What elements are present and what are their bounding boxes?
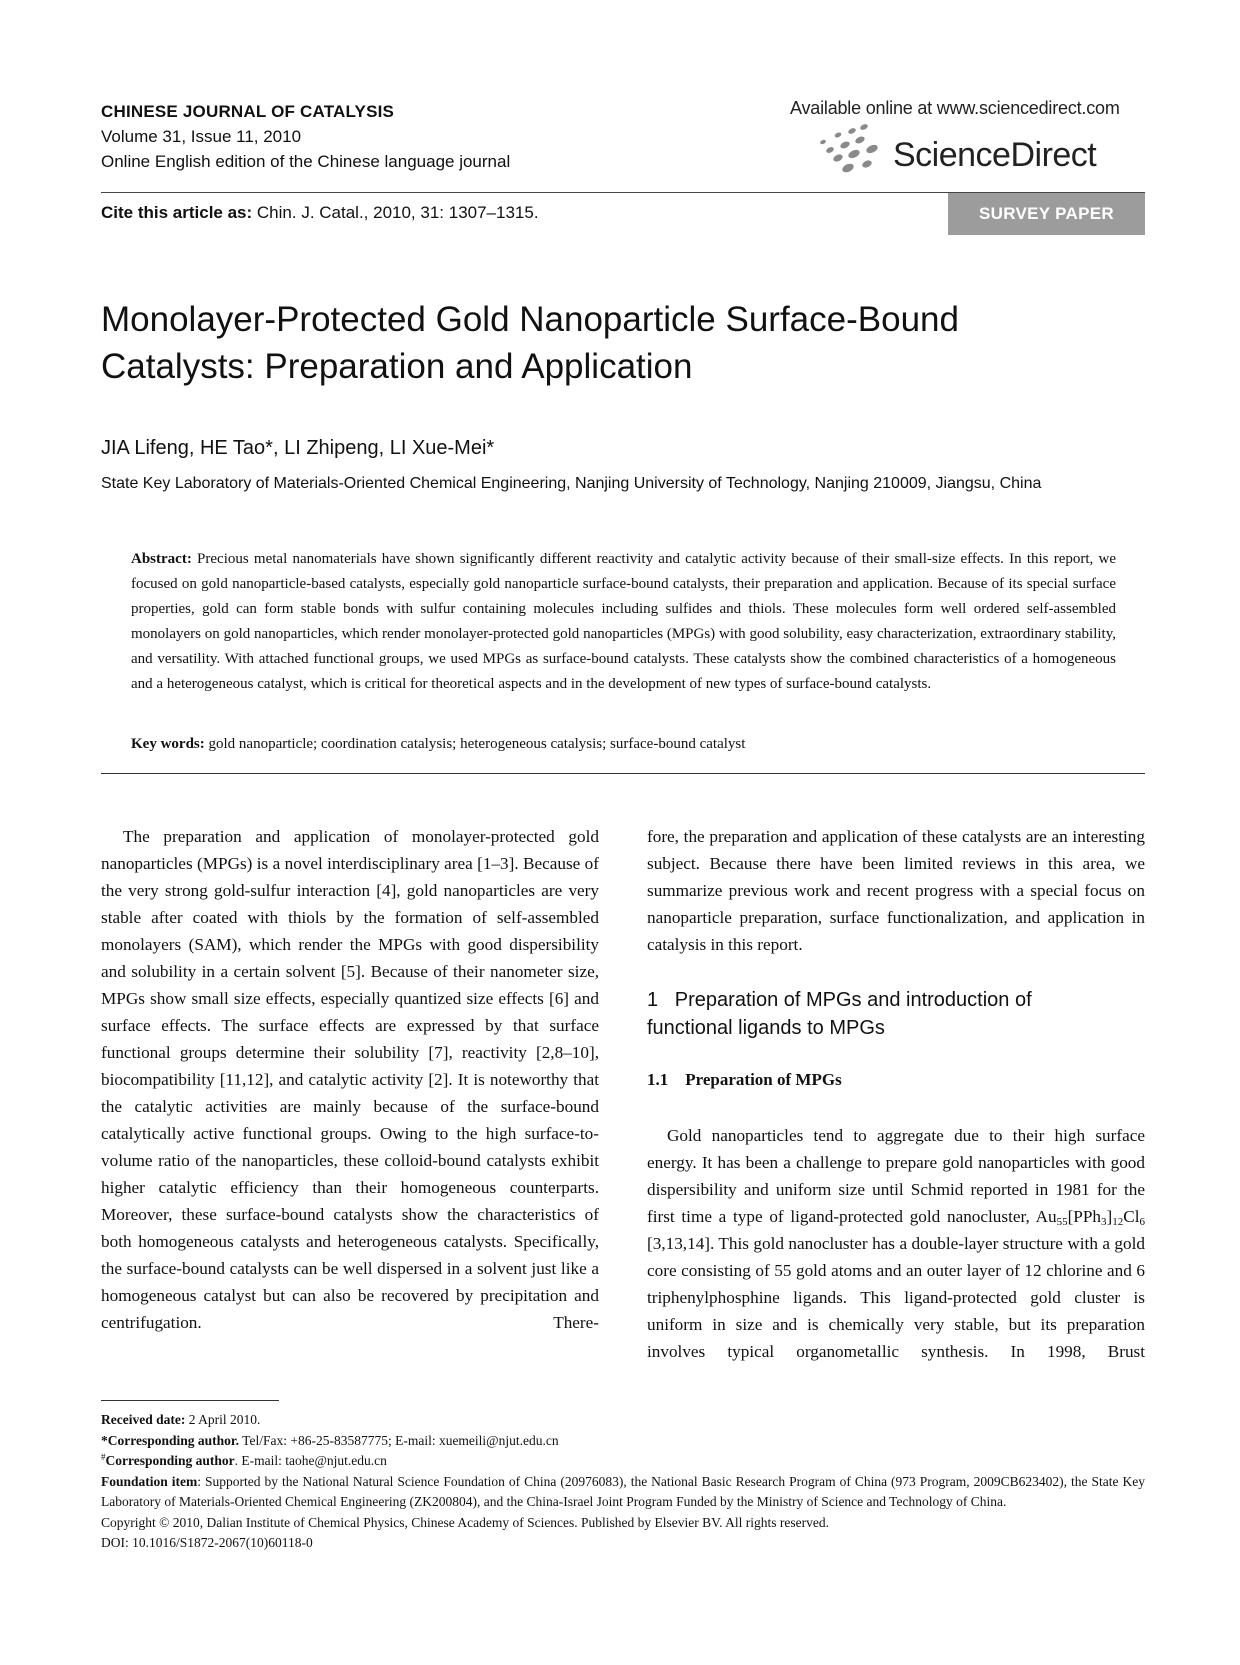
foundation-value: : Supported by the National Natural Science Foundation of China (20976083), the National Basic Research Program of China (973 Program, 2009CB623402), the State Key Laboratory of Materials-Oriented Chemical Engineering (ZK200804), and the China-Israel Joint Program Funded by the Ministry of Science and Technology of China. [101,1473,1145,1509]
article-title-line-1: Monolayer-Protected Gold Nanoparticle Surface-Bound [101,300,959,339]
sciencedirect-logo-text: ScienceDirect [893,136,1097,174]
intro-paragraph-continued: fore, the preparation and application of these catalysts are an interesting subject. Because there have been limited reviews in this area, we summarize previous work and recent progress with a special focus on nanoparticle preparation, surface functionalization, and application in catalysis in this report. [647,827,1145,954]
corresponding-author-2 [101,1451,1145,1472]
affiliation: State Key Laboratory of Materials-Oriented Chemical Engineering, Nanjing University of Technology, Nanjing 210009, Jiangsu, China [101,475,1042,492]
author-list: JIA Lifeng, HE Tao*, LI Zhipeng, LI Xue-Mei* [101,437,495,459]
keywords [131,736,1116,753]
corresponding-author-1-value: Tel/Fax: +86-25-83587775; E-mail: xuemeili@njut.edu.cn [239,1432,559,1448]
copyright-notice: Copyright © 2010, Dalian Institute of Chemical Physics, Chinese Academy of Sciences. Published by Elsevier BV. All rights reserved. [101,1514,830,1530]
corresponding-author-2-value: . E-mail: taohe@njut.edu.cn [234,1453,387,1468]
keywords-text: gold nanoparticle; coordination catalysis; heterogeneous catalysis; surface-bound catalyst [208,736,746,752]
formula-subscript: 6 [1139,1216,1145,1228]
corresponding-author-2-label: Corresponding author [105,1453,235,1468]
formula-part: [PPh [1067,1207,1102,1226]
corresponding-author-1-label: *Corresponding author. [101,1432,240,1448]
section-1-1-text-part1: Gold nanoparticles tend to aggregate due to their high surface energy. It has been a challenge to prepare gold nanoparticles with good dispersibility and uniform size until Schmid reported in 1981 for the first time a type of ligand-protected gold nanocluster, Au [647,1126,1145,1226]
hash-mark: # [101,1452,106,1462]
section-1-heading [647,986,1145,1042]
journal-name: CHINESE JOURNAL OF CATALYSIS [101,102,395,121]
formula-part: Cl [1123,1207,1140,1226]
section-1-1-paragraph [647,1122,1145,1365]
footnote-divider [101,1400,279,1401]
abstract [131,547,1116,697]
footnotes [101,1410,1145,1554]
foundation-item [101,1472,1145,1513]
intro-paragraph: The preparation and application of monolayer-protected gold nanoparticles (MPGs) is a novel interdisciplinary area [1–3]. Because of the very strong gold-sulfur interaction [4], gold nanoparticles are very stable after coated with thiols by the formation of self-assembled monolayers (SAM), which render the MPGs with good dispersibility and solubility in a certain solvent [5]. Because of their nanometer size, MPGs show small size effects, especially quantized size effects [6] and surface effects. The surface effects are expressed by that surface functional groups determine their solubility [7], reactivity [2,8–10], biocompatibility [11,12], and catalytic activity [2]. It is noteworthy that the catalytic activities are mainly because of the surface-bound catalytically active functional groups. Owing to the high surface-to-volume ratio of the nanoparticles, these colloid-bound catalysts exhibit higher catalytic efficiency than their homogeneous counterparts. Moreover, these surface-bound catalysts show the characteristics of both homogeneous catalysts and heterogeneous catalysts. Specifically, the surface-bound catalysts can be well dispersed in a solvent just like a homogeneous catalyst but can also be recovered by precipitation and centrifugation. There- [101,827,599,1332]
keywords-label: Key words: [131,736,205,752]
formula-part: ] [1106,1207,1113,1226]
section-1-heading-line-2: functional ligands to MPGs [647,1017,885,1039]
corresponding-author-1 [101,1431,1145,1452]
section-1-1-text-part2: [3,13,14]. This gold nanocluster has a double-layer structure with a gold core consisting of 55 gold atoms and an outer layer of 12 chlorine and 6 triphenylphosphine ligands. This ligand-protected gold cluster is uniform in size and is chemically very stable, but its preparation involves typical organometallic synthesis. In 1998, Brust [647,1234,1145,1361]
received-value: 2 April 2010. [185,1412,261,1427]
article-type-badge: SURVEY PAPER [948,193,1145,235]
foundation-label: Foundation item [101,1473,198,1489]
available-online-link[interactable]: Available online at www.sciencedirect.com [790,98,1120,118]
abstract-text: Precious metal nanomaterials have shown significantly different reactivity and catalytic activity because of their small-size effects. In this report, we focused on gold nanoparticle-based catalysts, especially gold nanoparticle surface-bound catalysts, their preparation and application. Because of its special surface properties, gold can form stable bonds with sulfur containing molecules including sulfides and thiols. These molecules form well ordered self-assembled monolayers on gold nanoparticles, which render monolayer-protected gold nanoparticles (MPGs) with good solubility, easy characterization, extraordinary stability, and versatility. With attached functional groups, we used MPGs as surface-bound catalysts. These catalysts show the combined characteristics of a homogeneous and a heterogeneous catalyst, which is critical for theoretical aspects and in the development of new types of surface-bound catalysts. [131,551,1117,692]
formula-subscript: 12 [1112,1216,1124,1228]
received-label: Received date: [101,1412,186,1427]
received-date [101,1410,1145,1431]
article-title [101,296,1151,390]
journal-volume: Volume 31, Issue 11, 2010 [101,127,302,146]
abstract-label: Abstract: [131,551,192,567]
section-1-1-heading: 1.1 Preparation of MPGs [647,1070,842,1089]
body-column-left [101,823,599,1336]
cite-line [101,203,539,223]
formula-subscript: 3 [1101,1216,1107,1228]
section-1-heading-line-1: 1 Preparation of MPGs and introduction of [647,989,1032,1011]
journal-edition: Online English edition of the Chinese language journal [101,152,511,171]
doi[interactable]: DOI: 10.1016/S1872-2067(10)60118-0 [101,1535,313,1550]
article-title-line-2: Catalysts: Preparation and Application [101,347,693,386]
formula-subscript: 55 [1056,1216,1068,1228]
cite-label: Cite this article as: [101,203,253,222]
abstract-divider [101,773,1145,774]
cite-text: Chin. J. Catal., 2010, 31: 1307–1315. [256,203,539,222]
